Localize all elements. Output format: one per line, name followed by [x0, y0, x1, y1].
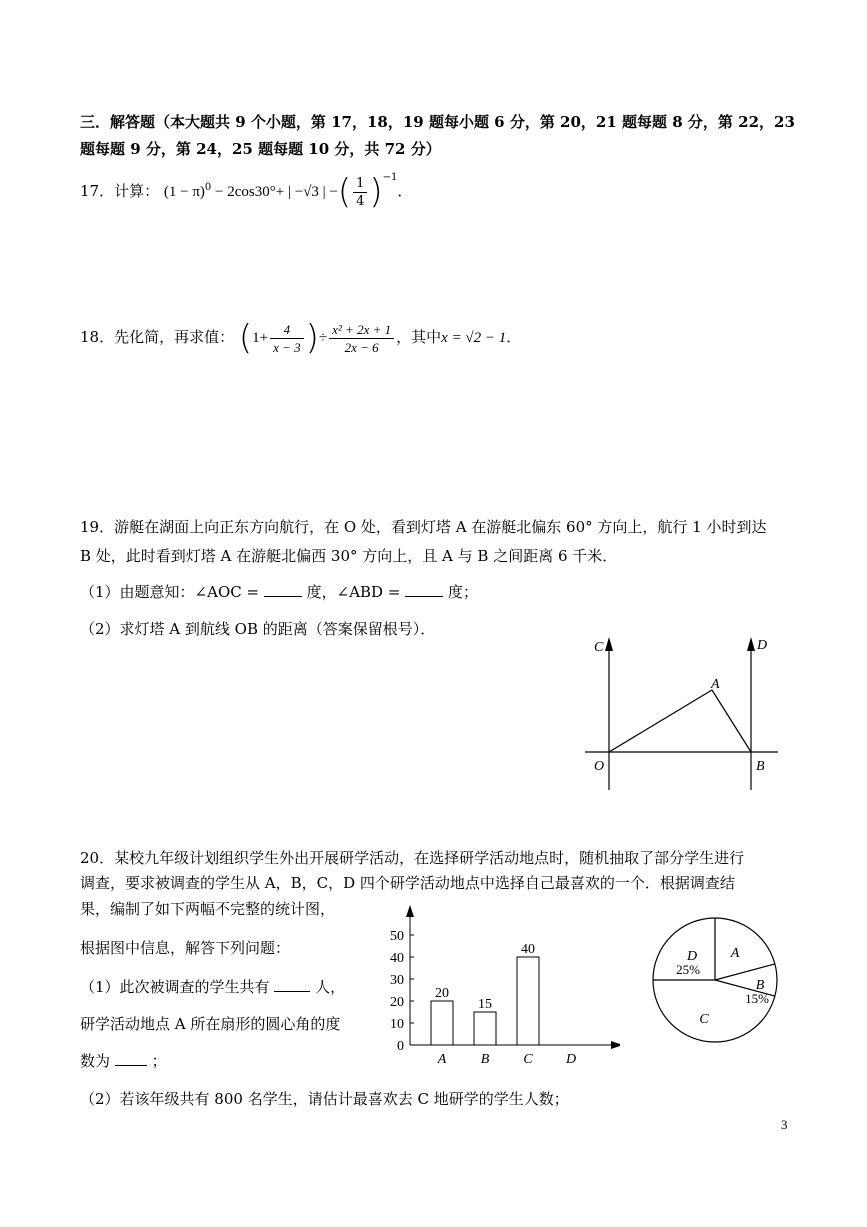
q17-frac-den: 4	[356, 193, 365, 209]
q20-p1-b: 人，	[315, 978, 346, 996]
bar-c	[517, 957, 539, 1045]
bar-y-tick-label: 0	[397, 1039, 404, 1054]
q19-line-2: B 处，此时看到灯塔 A 在游艇北偏西 30° 方向上，且 A 与 B 之间距离 6 千米．	[80, 547, 618, 565]
q20-line-2: 调查，要求被调查的学生从 A，B，C，D 四个研学活动地点中选择自己最喜欢的一个．根据调查结	[80, 874, 735, 892]
bar-chart	[370, 905, 620, 1065]
pie-label-d: D	[686, 949, 698, 964]
bar-data-label-b: 15	[478, 997, 492, 1012]
label-b: B	[756, 759, 765, 774]
label-c: C	[594, 640, 604, 655]
pie-chart	[650, 915, 780, 1045]
bar-y-tick-label: 30	[390, 973, 404, 988]
q18-f1-den: x − 3	[273, 339, 301, 355]
q19-p1-c: 度；	[447, 583, 478, 601]
q17-expr-a: (1 − π)	[163, 184, 205, 200]
q20-part-1-d	[80, 1050, 167, 1071]
pie-label-c: C	[699, 1012, 709, 1027]
bar-y-arrow-icon	[406, 905, 414, 917]
q20-line-1: 20．某校九年级计划组织学生外出开展研学活动，在选择研学活动地点时，随机抽取了部分学生进行	[80, 849, 745, 867]
bar-b	[474, 1012, 496, 1045]
q18-f2-num: x² + 2x + 1	[329, 321, 394, 339]
page-number: 3	[781, 1117, 788, 1132]
q20-p1-c: 研学活动地点 A 所在扇形的圆心角的度	[80, 1015, 341, 1033]
q20-p1-a: （1）此次被调查的学生共有	[80, 978, 270, 996]
q18-one-plus: 1+	[252, 330, 269, 346]
q19-line-1: 19．游艇在湖面上向正东方向航行，在 O 处，看到灯塔 A 在游艇北偏东 60° 方向上，航行 1 小时到达	[80, 518, 767, 536]
bar-y-tick-label: 10	[390, 1017, 404, 1032]
q19-p1-a: （1）由题意知：∠AOC =	[80, 583, 260, 601]
q17-label: 17．计算：	[80, 182, 160, 200]
pie-label-b: B	[755, 978, 765, 993]
q17-right-paren: )	[369, 172, 383, 212]
q20-p1-d: 数为	[80, 1052, 111, 1070]
bar-x-tick-label-a: A	[437, 1052, 447, 1065]
arrow-c-icon	[605, 637, 613, 651]
q20-line-4: 根据图中信息，解答下列问题：	[80, 939, 291, 957]
q20-part-2: （2）若该年级共有 800 名学生，请估计最喜欢去 C 地研学的学生人数；	[80, 1090, 569, 1108]
bar-y-tick-label: 20	[390, 995, 404, 1010]
q18-f2-den: 2x − 6	[344, 339, 379, 355]
q20-p1-e: ；	[151, 1052, 167, 1070]
bar-data-label-c: 40	[521, 942, 535, 957]
q18-divide: ÷	[318, 330, 328, 346]
q20-part-1-a	[80, 976, 345, 997]
bar-y-tick-label: 50	[390, 929, 404, 944]
bar-x-tick-label-b: B	[480, 1052, 490, 1065]
q17-exp-zero: 0	[204, 182, 212, 193]
q18-left-paren: (	[238, 318, 253, 358]
bar-x-tick-label-c: C	[523, 1052, 533, 1065]
q20-blank-total	[274, 991, 310, 992]
q20-line-3: 果，编制了如下两幅不完整的统计图，	[80, 900, 336, 918]
q18-f1-num: 4	[270, 321, 304, 339]
q20-blank-angle	[115, 1065, 147, 1066]
label-o: O	[594, 759, 605, 774]
label-d: D	[757, 638, 768, 653]
q17-expr-b: − 2cos30°+ | −√3 | −	[211, 184, 338, 200]
arrow-d-icon	[747, 637, 755, 651]
diagram-line-ab	[712, 690, 751, 752]
bar-data-label-a: 20	[435, 986, 449, 1001]
section-heading-line-1: 三．解答题（本大题共 9 个小题，第 17，18，19 题每小题 6 分，第 20，21 题每题 8 分，第 22，23	[80, 113, 795, 131]
q17-exp-neg1: −1	[382, 172, 398, 183]
diagram-line-oa	[609, 690, 712, 752]
section-heading-line-2: 题每题 9 分，第 24，25 题每题 10 分，共 72 分）	[80, 140, 441, 158]
pie-label-a: A	[730, 946, 740, 961]
bar-a	[431, 1001, 453, 1045]
bar-y-tick-label: 40	[390, 951, 404, 966]
q17-end: ．	[397, 182, 413, 200]
q17-left-paren: (	[337, 172, 352, 212]
bar-x-tick-label-d: D	[565, 1052, 577, 1065]
pie-percent-b: 15%	[745, 991, 769, 1006]
q18-right-paren: )	[305, 318, 319, 358]
q18-where: ，其中	[396, 328, 442, 346]
q19-part-2: （2）求灯塔 A 到航线 OB 的距离（答案保留根号）．	[80, 620, 436, 638]
q19-p1-b: 度，∠ABD =	[306, 583, 401, 601]
q18-label: 18．先化简，再求值：	[80, 328, 235, 346]
q17-frac-num: 1	[353, 175, 367, 193]
pie-percent-d: 25%	[676, 962, 700, 977]
q18-end: ．	[506, 328, 522, 346]
bar-x-arrow-icon	[611, 1041, 620, 1049]
label-a: A	[711, 677, 720, 692]
q18-condition: x = √2 − 1	[441, 330, 507, 346]
